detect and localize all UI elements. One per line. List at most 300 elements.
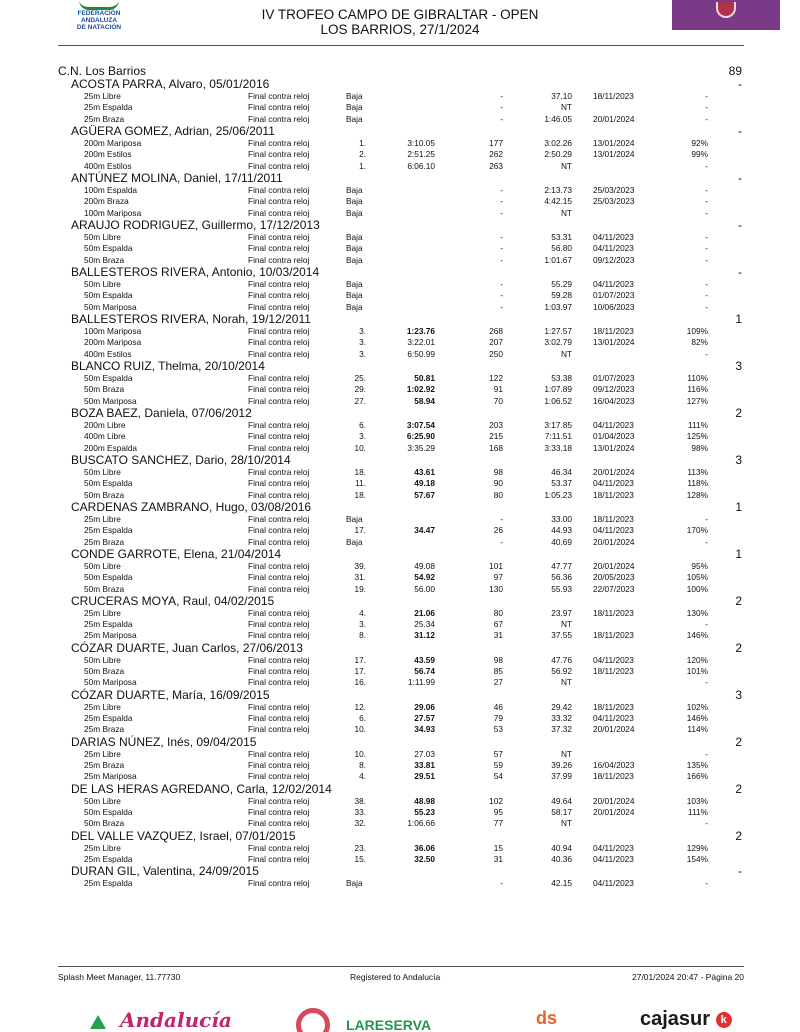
event-round: Final contra reloj bbox=[248, 137, 310, 148]
event-personal-best: 56.80 bbox=[551, 243, 572, 254]
event-place: 27. bbox=[354, 395, 366, 406]
event-personal-best: 56.36 bbox=[551, 572, 572, 583]
athlete-name: CONDE GARROTE, Elena, 21/04/2014 bbox=[71, 546, 282, 561]
event-time: 25.34 bbox=[414, 619, 435, 630]
event-row bbox=[58, 713, 744, 724]
event-percentage: 130% bbox=[686, 607, 708, 618]
event-personal-best: 3:33.18 bbox=[544, 442, 572, 453]
event-pb-date: 25/03/2023 bbox=[593, 184, 635, 195]
event-pb-date: 04/11/2023 bbox=[593, 713, 634, 724]
club-points: 89 bbox=[728, 64, 742, 78]
event-time: 32.50 bbox=[414, 854, 435, 865]
event-name: 50m Mariposa bbox=[84, 301, 137, 312]
event-percentage: - bbox=[705, 348, 708, 359]
event-fina-points: 57 bbox=[493, 748, 503, 759]
event-personal-best: 59.28 bbox=[551, 290, 572, 301]
event-place: 15. bbox=[354, 854, 366, 865]
athlete-name: ARAUJO RODRIGUEZ, Guillermo, 17/12/2013 bbox=[71, 217, 320, 232]
event-round: Final contra reloj bbox=[248, 536, 310, 547]
meet-title bbox=[200, 7, 600, 37]
event-time: 50.81 bbox=[414, 372, 435, 383]
event-fina-points: 98 bbox=[493, 466, 503, 477]
club-row bbox=[58, 64, 744, 78]
event-fina-points: 15 bbox=[493, 842, 503, 853]
athlete-points: 2 bbox=[735, 828, 742, 843]
event-percentage: 114% bbox=[687, 724, 708, 735]
event-place: 17. bbox=[354, 525, 366, 536]
event-row bbox=[58, 749, 744, 760]
event-percentage: 99% bbox=[691, 149, 708, 160]
event-round: Final contra reloj bbox=[248, 572, 310, 583]
event-percentage: - bbox=[705, 254, 708, 265]
event-fina-points: 203 bbox=[489, 419, 503, 430]
event-place: 18. bbox=[354, 466, 366, 477]
event-personal-best: 47.76 bbox=[551, 654, 572, 665]
event-pb-date: 04/11/2023 bbox=[593, 231, 634, 242]
event-round: Final contra reloj bbox=[248, 654, 310, 665]
event-fina-points: - bbox=[500, 536, 503, 547]
event-pb-date: 20/01/2024 bbox=[593, 113, 635, 124]
event-round: Final contra reloj bbox=[248, 196, 310, 207]
event-percentage: - bbox=[705, 160, 708, 171]
event-personal-best: 1:03.97 bbox=[544, 301, 572, 312]
event-personal-best: 29.42 bbox=[551, 701, 572, 712]
event-time: 34.47 bbox=[414, 525, 435, 536]
event-pb-date: 20/01/2024 bbox=[593, 466, 635, 477]
event-round: Final contra reloj bbox=[248, 325, 310, 336]
athlete-name: AGÜERA GOMEZ, Adrian, 25/06/2011 bbox=[71, 123, 275, 138]
athlete-name: ANTÚNEZ MOLINA, Daniel, 17/11/2011 bbox=[71, 170, 283, 185]
event-time: 2:51.25 bbox=[407, 149, 435, 160]
athlete-row bbox=[58, 172, 744, 185]
event-percentage: - bbox=[705, 513, 708, 524]
athlete-points: 2 bbox=[735, 781, 742, 796]
event-pb-date: 04/11/2023 bbox=[593, 654, 634, 665]
ring-icon bbox=[296, 1008, 330, 1032]
athlete-points: 2 bbox=[735, 640, 742, 655]
event-name: 50m Mariposa bbox=[84, 677, 137, 688]
event-row bbox=[58, 572, 744, 583]
event-place: 12. bbox=[354, 701, 366, 712]
athlete-points: 1 bbox=[735, 546, 742, 561]
athlete-row bbox=[58, 125, 744, 138]
event-percentage: - bbox=[705, 102, 708, 113]
event-place: 2. bbox=[359, 149, 366, 160]
event-time: 3:35.29 bbox=[407, 442, 435, 453]
event-time: 6:25.90 bbox=[406, 431, 435, 442]
event-place: 3. bbox=[359, 348, 366, 359]
event-place: 38. bbox=[354, 795, 366, 806]
event-place: 17. bbox=[354, 654, 366, 665]
event-round: Final contra reloj bbox=[248, 513, 310, 524]
event-pb-date: 01/07/2023 bbox=[593, 372, 635, 383]
event-name: 25m Braza bbox=[84, 113, 125, 124]
event-personal-best: 37.10 bbox=[551, 91, 572, 101]
athlete-name: BLANCO RUIZ, Thelma, 20/10/2014 bbox=[71, 358, 265, 373]
event-personal-best: 1:05.23 bbox=[544, 489, 572, 500]
event-round: Final contra reloj bbox=[248, 724, 310, 735]
athlete-points: - bbox=[738, 264, 742, 279]
event-pb-date: 22/07/2023 bbox=[593, 583, 635, 594]
event-percentage: 82% bbox=[691, 337, 708, 348]
event-fina-points: 31 bbox=[493, 630, 503, 641]
event-pb-date: 04/11/2023 bbox=[593, 878, 634, 889]
event-row bbox=[58, 702, 744, 713]
event-fina-points: - bbox=[500, 102, 503, 113]
event-fina-points: - bbox=[500, 290, 503, 301]
event-pb-date: 10/06/2023 bbox=[593, 301, 635, 312]
event-personal-best: 37.32 bbox=[551, 724, 572, 735]
event-place: 8. bbox=[359, 630, 366, 641]
event-pb-date: 01/07/2023 bbox=[593, 290, 635, 301]
event-personal-best: 47.77 bbox=[551, 560, 572, 571]
event-fina-points: 207 bbox=[489, 337, 503, 348]
event-personal-best: 23.97 bbox=[551, 607, 572, 618]
event-pb-date: 04/11/2023 bbox=[593, 478, 634, 489]
event-row bbox=[58, 149, 744, 160]
event-personal-best: 42.15 bbox=[551, 878, 572, 889]
event-name: 50m Espalda bbox=[84, 243, 133, 254]
event-name: 25m Libre bbox=[84, 513, 121, 524]
event-pb-date: 16/04/2023 bbox=[593, 760, 635, 771]
event-time: 29.06 bbox=[414, 701, 435, 712]
footer-registered: Registered to Andalucía bbox=[350, 972, 441, 982]
athlete-points: - bbox=[738, 170, 742, 185]
event-time: 3:07.54 bbox=[406, 419, 435, 430]
event-percentage: - bbox=[705, 243, 708, 254]
event-name: 50m Braza bbox=[84, 384, 125, 395]
athlete-name: CRUCERAS MOYA, Raul, 04/02/2015 bbox=[71, 593, 275, 608]
event-place: 19. bbox=[354, 583, 366, 594]
event-pb-date: 09/12/2023 bbox=[593, 384, 635, 395]
event-place: 16. bbox=[354, 677, 366, 688]
event-name: 50m Braza bbox=[84, 254, 125, 265]
event-percentage: - bbox=[705, 278, 708, 289]
event-round: Final contra reloj bbox=[248, 713, 310, 724]
event-percentage: 113% bbox=[687, 466, 708, 477]
event-round: Final contra reloj bbox=[248, 301, 310, 312]
athlete-name: DURAN GIL, Valentina, 24/09/2015 bbox=[71, 864, 259, 879]
event-round: Final contra reloj bbox=[248, 278, 310, 289]
event-time: 1:02.92 bbox=[406, 384, 435, 395]
event-place: Baja bbox=[346, 878, 363, 889]
event-percentage: 127% bbox=[686, 395, 708, 406]
event-round: Final contra reloj bbox=[248, 91, 310, 101]
event-percentage: 103% bbox=[686, 795, 708, 806]
athlete-points: 1 bbox=[735, 311, 742, 326]
event-pb-date: 20/01/2024 bbox=[593, 536, 635, 547]
event-place: 10. bbox=[354, 442, 366, 453]
athlete-points: - bbox=[738, 217, 742, 232]
event-personal-best: 53.38 bbox=[551, 372, 572, 383]
event-place: 4. bbox=[359, 607, 366, 618]
event-pb-date: 18/11/2023 bbox=[593, 607, 634, 618]
event-personal-best: NT bbox=[560, 348, 572, 359]
event-name: 50m Espalda bbox=[84, 572, 133, 583]
federation-logo-mark bbox=[79, 0, 119, 10]
event-personal-best: NT bbox=[560, 677, 572, 688]
event-time: 57.67 bbox=[414, 489, 435, 500]
event-percentage: - bbox=[705, 196, 708, 207]
event-name: 100m Mariposa bbox=[84, 325, 142, 336]
event-name: 50m Libre bbox=[84, 560, 121, 571]
event-fina-points: 262 bbox=[489, 149, 503, 160]
event-percentage: 116% bbox=[687, 384, 708, 395]
event-fina-points: 95 bbox=[493, 807, 503, 818]
event-personal-best: 3:17.85 bbox=[544, 419, 572, 430]
event-percentage: 92% bbox=[691, 137, 708, 148]
event-percentage: - bbox=[705, 91, 708, 101]
event-fina-points: 31 bbox=[493, 854, 503, 865]
event-pb-date: 20/01/2024 bbox=[593, 724, 635, 735]
athlete-name: CARDENAS ZAMBRANO, Hugo, 03/08/2016 bbox=[71, 499, 312, 514]
event-name: 200m Libre bbox=[84, 419, 126, 430]
event-round: Final contra reloj bbox=[248, 677, 310, 688]
event-round: Final contra reloj bbox=[248, 818, 310, 829]
event-place: 10. bbox=[354, 724, 366, 735]
event-personal-best: 55.93 bbox=[551, 583, 572, 594]
event-name: 25m Espalda bbox=[84, 102, 133, 113]
event-name: 25m Braza bbox=[84, 760, 125, 771]
event-percentage: - bbox=[705, 619, 708, 630]
event-pb-date: 04/11/2023 bbox=[593, 854, 634, 865]
event-place: 31. bbox=[354, 572, 366, 583]
event-row bbox=[58, 619, 744, 630]
event-personal-best: 37.55 bbox=[551, 630, 572, 641]
event-place: Baja bbox=[346, 243, 363, 254]
event-pb-date: 25/03/2023 bbox=[593, 196, 635, 207]
event-round: Final contra reloj bbox=[248, 102, 310, 113]
athlete-row bbox=[58, 454, 744, 467]
event-fina-points: 79 bbox=[493, 713, 503, 724]
event-pb-date: 04/11/2023 bbox=[593, 243, 634, 254]
event-time: 56.74 bbox=[414, 666, 435, 677]
event-round: Final contra reloj bbox=[248, 878, 310, 889]
event-row bbox=[58, 478, 744, 489]
event-fina-points: 67 bbox=[493, 619, 503, 630]
event-row bbox=[58, 185, 744, 196]
event-fina-points: 46 bbox=[493, 701, 503, 712]
event-fina-points: 80 bbox=[493, 607, 503, 618]
event-fina-points: - bbox=[500, 184, 503, 195]
event-time: 49.18 bbox=[414, 478, 435, 489]
event-row bbox=[58, 138, 744, 149]
athlete-row bbox=[58, 360, 744, 373]
results-list bbox=[58, 78, 744, 890]
athlete-row bbox=[58, 501, 744, 514]
event-time: 3:10.05 bbox=[407, 137, 435, 148]
event-percentage: - bbox=[705, 818, 708, 829]
event-place: Baja bbox=[346, 301, 363, 312]
event-time: 21.06 bbox=[414, 607, 435, 618]
event-place: Baja bbox=[346, 184, 363, 195]
footer-software: Splash Meet Manager, 11.77730 bbox=[58, 972, 181, 982]
event-round: Final contra reloj bbox=[248, 243, 310, 254]
event-name: 50m Libre bbox=[84, 231, 121, 242]
meet-title-line1: IV TROFEO CAMPO DE GIBRALTAR - OPEN bbox=[261, 7, 539, 22]
event-percentage: 109% bbox=[686, 325, 708, 336]
event-round: Final contra reloj bbox=[248, 489, 310, 500]
event-percentage: 101% bbox=[686, 666, 708, 677]
event-percentage: 95% bbox=[691, 560, 708, 571]
athlete-points: 2 bbox=[735, 734, 742, 749]
event-name: 50m Espalda bbox=[84, 807, 133, 818]
event-percentage: - bbox=[705, 878, 708, 889]
athlete-points: - bbox=[738, 864, 742, 879]
event-fina-points: 102 bbox=[489, 795, 503, 806]
event-row bbox=[58, 431, 744, 442]
athlete-points: - bbox=[738, 123, 742, 138]
event-pb-date: 01/04/2023 bbox=[593, 431, 635, 442]
event-round: Final contra reloj bbox=[248, 348, 310, 359]
event-fina-points: 53 bbox=[493, 724, 503, 735]
event-name: 200m Braza bbox=[84, 196, 129, 207]
event-time: 6:50.99 bbox=[407, 348, 435, 359]
event-pb-date: 18/11/2023 bbox=[593, 630, 634, 641]
event-round: Final contra reloj bbox=[248, 372, 310, 383]
event-percentage: 154% bbox=[686, 854, 708, 865]
athlete-name: DE LAS HERAS AGREDANO, Carla, 12/02/2014 bbox=[71, 781, 332, 796]
event-round: Final contra reloj bbox=[248, 337, 310, 348]
event-pb-date: 18/11/2023 bbox=[593, 771, 634, 782]
event-time: 48.98 bbox=[414, 795, 435, 806]
event-round: Final contra reloj bbox=[248, 231, 310, 242]
event-pb-date: 18/11/2023 bbox=[593, 513, 634, 524]
event-fina-points: 263 bbox=[489, 160, 503, 171]
event-round: Final contra reloj bbox=[248, 113, 310, 124]
event-time: 36.06 bbox=[414, 842, 435, 853]
event-percentage: 110% bbox=[687, 372, 708, 383]
event-percentage: 105% bbox=[686, 572, 708, 583]
event-row bbox=[58, 91, 744, 102]
event-personal-best: 53.31 bbox=[551, 231, 572, 242]
event-fina-points: 268 bbox=[489, 325, 503, 336]
event-time: 1:23.76 bbox=[406, 325, 435, 336]
event-row bbox=[58, 878, 744, 889]
event-fina-points: 26 bbox=[493, 525, 503, 536]
event-row bbox=[58, 467, 744, 478]
event-round: Final contra reloj bbox=[248, 431, 310, 442]
event-round: Final contra reloj bbox=[248, 630, 310, 641]
event-place: Baja bbox=[346, 207, 363, 218]
event-row bbox=[58, 525, 744, 536]
athlete-row bbox=[58, 642, 744, 655]
event-personal-best: 33.32 bbox=[551, 713, 572, 724]
meet-title-line2: LOS BARRIOS, 27/1/2024 bbox=[320, 22, 480, 37]
event-round: Final contra reloj bbox=[248, 560, 310, 571]
event-personal-best: 37.99 bbox=[551, 771, 572, 782]
event-percentage: 118% bbox=[687, 478, 708, 489]
event-personal-best: 1:27.57 bbox=[544, 325, 572, 336]
event-name: 50m Libre bbox=[84, 466, 121, 477]
event-personal-best: 1:01.67 bbox=[544, 254, 572, 265]
event-personal-best: NT bbox=[560, 102, 572, 113]
mountain-icon bbox=[90, 1015, 106, 1029]
event-place: 3. bbox=[359, 431, 366, 442]
event-round: Final contra reloj bbox=[248, 842, 310, 853]
event-percentage: - bbox=[705, 290, 708, 301]
event-personal-best: 1:06.52 bbox=[544, 395, 572, 406]
athlete-row bbox=[58, 219, 744, 232]
event-time: 1:06.66 bbox=[407, 818, 435, 829]
event-place: 17. bbox=[354, 666, 366, 677]
event-pb-date: 18/11/2023 bbox=[593, 701, 634, 712]
event-fina-points: 90 bbox=[493, 478, 503, 489]
event-name: 50m Libre bbox=[84, 654, 121, 665]
event-place: Baja bbox=[346, 102, 363, 113]
event-place: 25. bbox=[354, 372, 366, 383]
event-fina-points: 77 bbox=[493, 818, 503, 829]
event-personal-best: 40.36 bbox=[551, 854, 572, 865]
event-round: Final contra reloj bbox=[248, 619, 310, 630]
event-name: 200m Espalda bbox=[84, 442, 138, 453]
event-fina-points: - bbox=[500, 91, 503, 101]
event-pb-date: 18/11/2023 bbox=[593, 489, 634, 500]
athlete-row bbox=[58, 595, 744, 608]
event-fina-points: 91 bbox=[493, 384, 503, 395]
event-place: Baja bbox=[346, 536, 363, 547]
sponsor-bar bbox=[0, 1000, 800, 1032]
event-place: 6. bbox=[359, 419, 366, 430]
event-fina-points: 59 bbox=[493, 760, 503, 771]
event-percentage: 125% bbox=[686, 431, 708, 442]
event-fina-points: 250 bbox=[489, 348, 503, 359]
athlete-name: DEL VALLE VAZQUEZ, Israel, 07/01/2015 bbox=[71, 828, 296, 843]
event-round: Final contra reloj bbox=[248, 160, 310, 171]
event-percentage: - bbox=[705, 748, 708, 759]
event-percentage: 146% bbox=[686, 630, 708, 641]
event-percentage: - bbox=[705, 677, 708, 688]
event-time: 29.51 bbox=[414, 771, 435, 782]
sponsor-ds-logo: ds bbox=[536, 1008, 558, 1028]
event-round: Final contra reloj bbox=[248, 254, 310, 265]
event-place: 10. bbox=[354, 748, 366, 759]
event-time: 56.00 bbox=[414, 583, 435, 594]
athlete-row bbox=[58, 865, 744, 878]
event-place: 11. bbox=[355, 478, 366, 489]
event-time: 43.59 bbox=[414, 654, 435, 665]
event-percentage: 111% bbox=[688, 419, 708, 430]
event-pb-date: 20/01/2024 bbox=[593, 560, 635, 571]
event-row bbox=[58, 196, 744, 207]
event-percentage: - bbox=[705, 207, 708, 218]
event-name: 200m Estilos bbox=[84, 149, 132, 160]
event-pb-date: 18/11/2023 bbox=[593, 91, 634, 101]
event-place: 4. bbox=[359, 771, 366, 782]
club-name: C.N. Los Barrios bbox=[58, 64, 147, 78]
event-place: 3. bbox=[359, 337, 366, 348]
event-time: 49.08 bbox=[414, 560, 435, 571]
event-personal-best: 58.17 bbox=[551, 807, 572, 818]
event-row bbox=[58, 655, 744, 666]
event-percentage: 102% bbox=[686, 701, 708, 712]
event-personal-best: 7:11.51 bbox=[544, 431, 572, 442]
event-time: 58.94 bbox=[414, 395, 435, 406]
event-percentage: 166% bbox=[686, 771, 708, 782]
event-round: Final contra reloj bbox=[248, 807, 310, 818]
event-round: Final contra reloj bbox=[248, 760, 310, 771]
event-round: Final contra reloj bbox=[248, 384, 310, 395]
event-name: 25m Braza bbox=[84, 536, 125, 547]
event-place: 8. bbox=[359, 760, 366, 771]
event-name: 25m Libre bbox=[84, 842, 121, 853]
event-name: 100m Espalda bbox=[84, 184, 138, 195]
event-fina-points: - bbox=[500, 207, 503, 218]
event-fina-points: 70 bbox=[493, 395, 503, 406]
event-pb-date: 20/01/2024 bbox=[593, 795, 635, 806]
event-percentage: 120% bbox=[686, 654, 708, 665]
event-place: Baja bbox=[346, 91, 363, 101]
